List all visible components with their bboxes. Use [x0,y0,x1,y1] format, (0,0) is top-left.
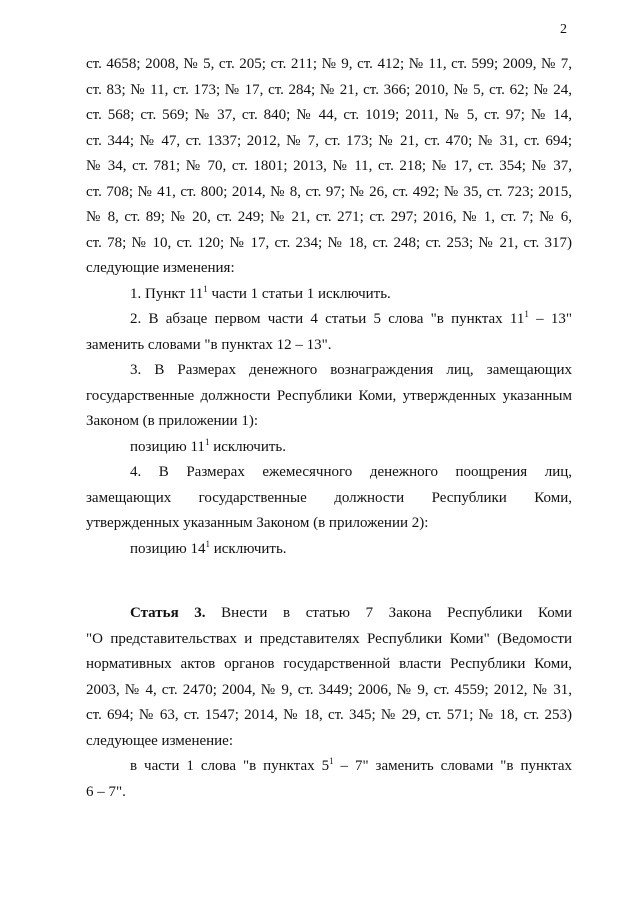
item-4-line-1: 4. В Размерах ежемесячного денежного поощрения лиц, [130,464,572,480]
superscript: 1 [205,538,210,549]
refs-line: ст. 708; № 41, ст. 800; 2014, № 8, ст. 97; № 26, ст. 492; № 35, ст. 723; 2015, [86,183,572,200]
article-3-change-line-2: 6 – 7". [86,783,126,800]
superscript: 1 [524,309,529,319]
article-3-change-intro: следующее изменение: [86,732,234,749]
article-3-change-a: в части 1 слова "в пунктах 5 [130,758,330,774]
refs-line: ст. 78; № 10, ст. 120; № 17, ст. 234; № 18, ст. 248; ст. 253; № 21, ст. 317) [86,234,572,251]
item-3-pos-b: исключить. [209,438,286,455]
superscript: 1 [204,436,210,447]
item-3-pos-a: позицию 11 [130,438,205,455]
article-3-line: 2003, № 4, ст. 2470; 2004, № 9, ст. 3449; 2006, № 9, ст. 4559; 2012, № 31, [86,681,572,698]
item-3-line-2: государственные должности Республики Коми, утвержденных указанным [86,387,572,404]
item-2-text-a: 2. В абзаце первом части 4 статьи 5 слова "в пунктах 11 [130,311,525,327]
item-2-line-2: заменить словами "в пунктах 12 – 13". [86,336,332,353]
item-1 [86,282,572,308]
spacer [86,562,572,601]
refs-line: № 34, ст. 781; № 70, ст. 1801; 2013, № 11, ст. 218; № 17, ст. 354; № 37, [86,158,572,174]
item-3-line-1: 3. В Размерах денежного вознаграждения лиц, замещающих [130,362,572,378]
document-body [86,52,572,805]
item-4-pos-b: исключить. [210,540,287,557]
article-3-line-1-rest: Внести в статью 7 Закона Республики Коми [205,605,572,621]
item-4-line-3: утвержденных указанным Законом (в приложении 2): [86,515,429,531]
item-4-position [86,537,572,563]
article-3-heading: Статья 3. [130,605,206,621]
refs-line: ст. 344; № 47, ст. 1337; 2012, № 7, ст. 173; № 21, ст. 470; № 31, ст. 694; [86,132,572,149]
article-3-line-1 [86,601,572,627]
refs-line: ст. 4658; 2008, № 5, ст. 205; ст. 211; № 9, ст. 412; № 11, ст. 599; 2009, № 7, [86,56,572,72]
item-3-line-3: Законом (в приложении 1): [86,413,258,429]
item-1-text-a: 1. Пункт 11 [130,285,204,302]
item-4-pos-a: позицию 14 [130,540,206,557]
item-4-line-2: замещающих государственные должности Республики Коми, [86,489,572,506]
changes-intro: следующие изменения: [86,260,235,276]
article-3-change-line-1 [86,754,572,780]
article-3-change-b: – 7" заменить словами "в пунктах [333,758,572,774]
refs-line: № 8, ст. 89; № 20, ст. 249; № 21, ст. 271; ст. 297; 2016, № 1, ст. 7; № 6, [86,209,572,225]
item-3-position [86,435,572,461]
article-3-line: нормативных актов органов государственной власти Республики Коми, [86,656,572,672]
refs-line: ст. 568; ст. 569; № 37, ст. 840; № 44, ст. 1019; 2011, № 5, ст. 97; № 14, [86,107,572,123]
page-number: 2 [560,22,567,37]
item-1-text-b: части 1 статьи 1 исключить. [207,285,391,302]
article-3-line: ст. 694; № 63, ст. 1547; 2014, № 18, ст. 345; № 29, ст. 571; № 18, ст. 253) [86,707,572,723]
item-2-text-b: – 13" [528,311,573,327]
superscript: 1 [203,283,208,294]
superscript: 1 [329,756,334,766]
item-2-line-1 [86,307,572,333]
refs-line: ст. 83; № 11, ст. 173; № 17, ст. 284; № 21, ст. 366; 2010, № 5, ст. 62; № 24, [86,81,572,98]
article-3-line: "О представительствах и представителях Республики Коми" (Ведомости [86,630,572,647]
